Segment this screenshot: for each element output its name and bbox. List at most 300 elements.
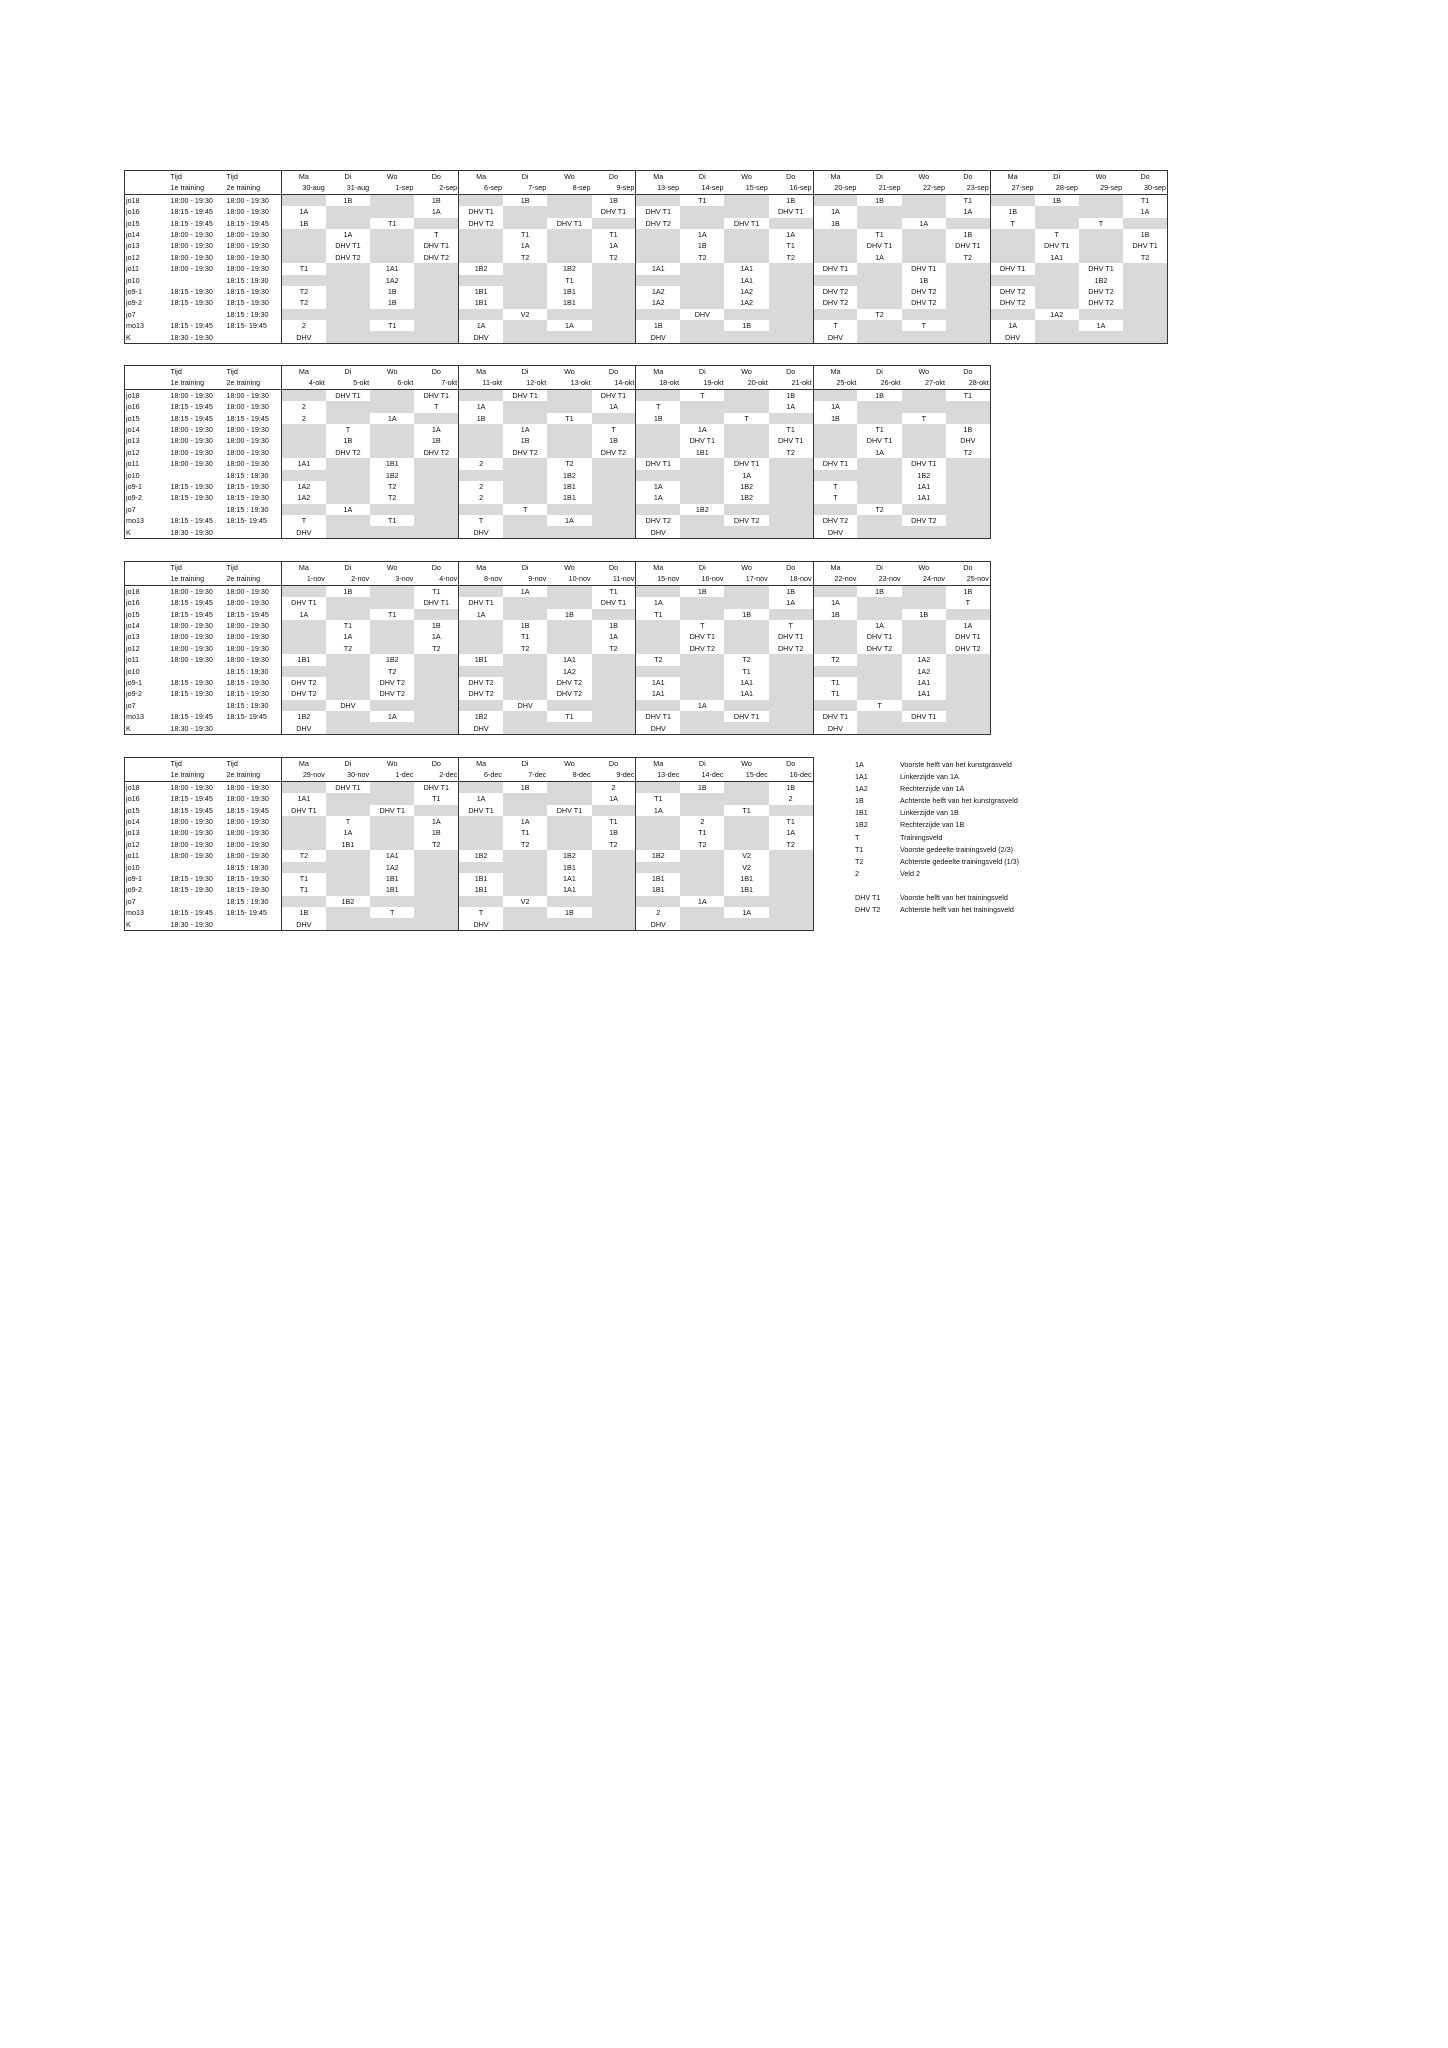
field-cell bbox=[946, 297, 990, 308]
field-cell bbox=[636, 447, 680, 458]
field-cell bbox=[680, 711, 724, 722]
field-cell: DHV T1 bbox=[822, 712, 849, 722]
field-cell: T1 bbox=[875, 425, 884, 435]
field-cell bbox=[592, 263, 636, 274]
field-cell bbox=[769, 413, 813, 424]
date-header: 16-dec bbox=[769, 769, 813, 781]
field-cell bbox=[680, 470, 724, 481]
field-cell bbox=[414, 896, 458, 907]
field-cell bbox=[813, 252, 857, 263]
field-cell: DHV bbox=[517, 700, 533, 710]
field-cell: DHV T1 bbox=[379, 805, 405, 815]
field-cell: T bbox=[946, 597, 990, 608]
field-cell: 1B bbox=[831, 609, 840, 619]
field-cell bbox=[326, 873, 370, 884]
field-cell bbox=[503, 275, 547, 286]
field-cell: DHV T1 bbox=[556, 218, 583, 228]
field-cell: T1 bbox=[946, 194, 990, 206]
date-header: 22-sep bbox=[902, 182, 946, 194]
legend-row bbox=[855, 844, 1019, 856]
field-cell: T bbox=[877, 700, 882, 710]
field-cell bbox=[282, 896, 326, 907]
field-cell: 1B1 bbox=[740, 874, 754, 883]
field-cell: 1A bbox=[476, 402, 486, 412]
field-cell bbox=[902, 401, 946, 412]
team-name: jo9-2 bbox=[126, 298, 142, 308]
field-cell: 1A1 bbox=[563, 874, 576, 883]
field-cell bbox=[326, 297, 370, 308]
team-name: mo13 bbox=[126, 321, 144, 331]
field-cell bbox=[1035, 320, 1079, 331]
field-cell: DHV T1 bbox=[1123, 240, 1167, 251]
header-row-days bbox=[125, 171, 1168, 183]
field-cell bbox=[414, 320, 458, 331]
field-cell: T1 bbox=[388, 609, 397, 619]
field-cell: 1B1 bbox=[563, 482, 576, 491]
field-cell: 1A2 bbox=[385, 862, 399, 872]
field-cell bbox=[503, 862, 547, 873]
field-cell bbox=[592, 677, 636, 688]
field-cell bbox=[680, 597, 724, 608]
field-cell bbox=[282, 447, 326, 458]
field-cell: DHV T1 bbox=[866, 241, 893, 251]
field-cell: DHV T2 bbox=[999, 298, 1026, 308]
field-cell bbox=[680, 320, 724, 331]
team-header bbox=[125, 171, 170, 183]
second-training-time: 18:15 - 19:45 bbox=[226, 805, 282, 816]
second-training-time: 18:15 - 19:30 bbox=[226, 481, 282, 492]
day-name: Di bbox=[521, 563, 529, 573]
field-cell: DHV bbox=[827, 332, 844, 342]
date-header: 9-dec bbox=[592, 769, 636, 781]
second-training-time bbox=[226, 331, 282, 343]
field-cell: DHV T2 bbox=[291, 678, 317, 687]
field-cell: 1B2 bbox=[740, 482, 754, 491]
field-cell: DHV bbox=[473, 332, 489, 342]
field-cell: T1 bbox=[698, 828, 707, 838]
day-name: Ma bbox=[476, 563, 487, 573]
field-cell: DHV bbox=[650, 919, 666, 929]
field-cell bbox=[326, 805, 370, 816]
team-name: jo11 bbox=[126, 459, 140, 469]
field-cell: T2 bbox=[592, 252, 636, 263]
field-cell: T1 bbox=[769, 424, 813, 435]
first-training-time: 18:15 - 19:30 bbox=[170, 493, 213, 503]
field-cell bbox=[769, 918, 813, 930]
field-cell bbox=[724, 839, 768, 850]
field-cell bbox=[503, 481, 547, 492]
field-cell bbox=[680, 218, 724, 229]
schedule-block-2 bbox=[124, 365, 991, 539]
field-cell bbox=[326, 907, 370, 918]
team-name: K bbox=[126, 723, 131, 733]
field-cell bbox=[680, 907, 724, 918]
field-cell: DHV T1 bbox=[733, 459, 760, 469]
field-cell bbox=[370, 585, 414, 597]
field-cell: 1A bbox=[414, 206, 458, 217]
field-cell: 1B1 bbox=[740, 885, 754, 895]
field-cell: DHV T1 bbox=[468, 805, 494, 815]
team-name: jo7 bbox=[126, 700, 136, 710]
field-cell bbox=[547, 620, 591, 631]
date-header: 1-sep bbox=[370, 182, 414, 194]
day-name: Wo bbox=[741, 759, 752, 769]
field-cell bbox=[946, 470, 990, 481]
field-cell bbox=[414, 275, 458, 286]
team-name: jo11 bbox=[126, 264, 140, 274]
field-cell bbox=[813, 309, 857, 320]
field-cell bbox=[769, 286, 813, 297]
field-cell bbox=[326, 597, 370, 608]
time-header-1: Tijd bbox=[170, 172, 182, 182]
team-row-jo13 bbox=[125, 435, 991, 446]
field-cell bbox=[592, 918, 636, 930]
day-name: Do bbox=[946, 366, 990, 378]
field-cell bbox=[370, 309, 414, 320]
field-cell bbox=[680, 515, 724, 526]
field-cell bbox=[547, 585, 591, 597]
field-cell: T1 bbox=[769, 816, 813, 827]
field-cell: T1 bbox=[388, 218, 397, 228]
field-cell bbox=[724, 206, 768, 217]
field-cell bbox=[857, 688, 901, 699]
field-cell: T2 bbox=[565, 459, 574, 469]
second-training-time: 18:15 - 19:30 bbox=[226, 286, 282, 297]
field-cell bbox=[326, 850, 370, 861]
second-training-time bbox=[226, 526, 282, 538]
field-cell bbox=[459, 424, 503, 435]
field-cell bbox=[769, 458, 813, 469]
field-cell: T2 bbox=[654, 655, 663, 665]
date-header: 8-nov bbox=[459, 573, 503, 585]
field-cell: 1B bbox=[414, 194, 458, 206]
legend-row bbox=[855, 759, 1019, 771]
legend-row bbox=[855, 832, 1019, 844]
day-name: Do bbox=[414, 366, 458, 378]
day-name: Di bbox=[1053, 172, 1061, 182]
team-name: jo10 bbox=[126, 470, 140, 480]
field-cell bbox=[1035, 297, 1079, 308]
date-header: 31-aug bbox=[326, 182, 370, 194]
field-cell: DHV T1 bbox=[946, 240, 990, 251]
field-cell bbox=[282, 309, 326, 320]
team-row-mo13 bbox=[125, 515, 991, 526]
field-cell: T bbox=[656, 402, 661, 412]
field-cell: 1A1 bbox=[740, 689, 754, 699]
first-training-time bbox=[170, 309, 226, 320]
field-cell: DHV bbox=[946, 435, 990, 446]
second-training-time: 18:00 - 19:30 bbox=[226, 401, 282, 412]
field-cell bbox=[724, 194, 768, 206]
field-cell: 1A bbox=[343, 504, 353, 514]
first-training-time: 18:00 - 19:30 bbox=[170, 459, 213, 469]
field-cell bbox=[857, 275, 901, 286]
field-cell: 1A1 bbox=[917, 482, 931, 491]
field-cell bbox=[769, 666, 813, 677]
day-name: Wo bbox=[918, 367, 930, 377]
field-cell bbox=[813, 275, 857, 286]
field-cell: T bbox=[301, 516, 307, 526]
field-cell bbox=[636, 424, 680, 435]
field-cell bbox=[459, 816, 503, 827]
field-cell: 1A bbox=[946, 620, 990, 631]
field-cell: 1B1 bbox=[563, 298, 576, 308]
field-cell bbox=[370, 896, 414, 907]
day-name: Wo bbox=[564, 367, 575, 377]
field-cell: T bbox=[592, 424, 636, 435]
field-cell: DHV T1 bbox=[645, 207, 671, 217]
date-header: 29-sep bbox=[1079, 182, 1123, 194]
day-name: Di bbox=[698, 759, 706, 769]
field-cell: DHV bbox=[650, 332, 666, 342]
field-cell bbox=[370, 700, 414, 711]
field-cell bbox=[946, 401, 990, 412]
day-name: Ma bbox=[653, 759, 664, 769]
team-row-jo9-1 bbox=[125, 481, 991, 492]
field-cell bbox=[680, 206, 724, 217]
field-cell bbox=[592, 609, 636, 620]
field-cell: DHV bbox=[1005, 332, 1021, 342]
field-cell bbox=[459, 470, 503, 481]
field-cell bbox=[592, 286, 636, 297]
field-cell: T bbox=[833, 482, 838, 491]
field-cell: 1A bbox=[697, 700, 707, 710]
schedule-block-4 bbox=[124, 757, 814, 931]
field-cell: T bbox=[390, 908, 395, 918]
field-cell bbox=[857, 711, 901, 722]
day-name: Ma bbox=[653, 367, 664, 377]
field-cell bbox=[459, 229, 503, 240]
field-cell bbox=[636, 275, 680, 286]
field-cell bbox=[724, 620, 768, 631]
field-cell bbox=[990, 194, 1034, 206]
field-cell bbox=[946, 275, 990, 286]
field-cell: DHV bbox=[827, 527, 844, 537]
field-cell bbox=[680, 331, 724, 343]
field-cell bbox=[724, 643, 768, 654]
field-cell bbox=[592, 458, 636, 469]
field-cell bbox=[414, 458, 458, 469]
first-training-time: 18:00 - 19:30 bbox=[170, 425, 213, 435]
legend-row bbox=[855, 807, 1019, 819]
date-header: 7-dec bbox=[503, 769, 547, 781]
field-cell bbox=[1079, 229, 1123, 240]
field-cell bbox=[414, 515, 458, 526]
legend-row bbox=[855, 783, 1019, 795]
field-cell: 1B2 bbox=[563, 470, 576, 480]
second-training-header: 2e training bbox=[226, 769, 282, 781]
date-header: 15-sep bbox=[724, 182, 768, 194]
field-cell bbox=[769, 526, 813, 538]
field-cell bbox=[592, 309, 636, 320]
first-training-time: 18:15 - 19:45 bbox=[170, 321, 213, 331]
field-cell bbox=[282, 240, 326, 251]
field-cell: 1B bbox=[653, 321, 663, 331]
field-cell: DHV T1 bbox=[645, 459, 671, 469]
field-cell: DHV T2 bbox=[911, 298, 937, 308]
field-cell: 1A bbox=[343, 632, 353, 642]
day-name: Di bbox=[344, 563, 352, 573]
field-cell: 1A bbox=[414, 631, 458, 642]
field-cell bbox=[813, 470, 857, 481]
field-cell: 1B bbox=[565, 609, 574, 619]
field-cell: T2 bbox=[698, 252, 707, 262]
first-training-time: 18:30 - 19:30 bbox=[170, 919, 213, 929]
team-name: jo16 bbox=[126, 402, 140, 412]
field-cell: 1A bbox=[653, 805, 663, 815]
field-cell bbox=[857, 206, 901, 217]
field-cell: T1 bbox=[565, 275, 574, 285]
field-cell bbox=[282, 194, 326, 206]
field-cell: DHV T2 bbox=[556, 678, 583, 687]
second-training-header: 2e training bbox=[226, 573, 282, 585]
field-cell bbox=[414, 263, 458, 274]
field-cell bbox=[990, 309, 1034, 320]
field-cell: 1B1 bbox=[341, 839, 355, 849]
team-row-jo18 bbox=[125, 781, 814, 793]
date-header: 25-okt bbox=[813, 377, 857, 389]
field-cell: 1A1 bbox=[297, 794, 311, 804]
field-cell: 1A1 bbox=[740, 275, 754, 285]
legend-code: 1A2 bbox=[855, 784, 868, 794]
field-cell bbox=[592, 896, 636, 907]
legend-description: Voorste helft van het trainingsveld bbox=[900, 893, 1008, 903]
team-name: jo13 bbox=[126, 436, 140, 446]
field-cell bbox=[857, 286, 901, 297]
time-header-1: Tijd bbox=[170, 759, 182, 769]
field-cell: DHV bbox=[650, 723, 666, 733]
field-cell: 1B bbox=[520, 436, 530, 446]
field-cell bbox=[503, 286, 547, 297]
day-name: Di bbox=[698, 563, 706, 573]
team-name: K bbox=[126, 919, 131, 929]
first-training-time: 18:00 - 19:30 bbox=[170, 655, 213, 665]
field-cell: T bbox=[414, 401, 458, 412]
field-cell bbox=[946, 218, 990, 229]
field-cell bbox=[414, 609, 458, 620]
field-cell: 2 bbox=[479, 459, 484, 469]
date-header: 4-nov bbox=[414, 573, 458, 585]
field-cell bbox=[547, 229, 591, 240]
field-cell bbox=[813, 666, 857, 677]
legend-description: Voorste helft van het kunstgrasveld bbox=[900, 760, 1012, 769]
team-name: mo13 bbox=[126, 712, 144, 722]
second-training-time: 18:00 - 19:30 bbox=[226, 424, 282, 435]
field-cell bbox=[503, 413, 547, 424]
day-name: Ma bbox=[1007, 172, 1018, 182]
date-header: 13-dec bbox=[636, 769, 680, 781]
field-cell: 1B bbox=[520, 621, 530, 631]
legend-description: Trainingsveld bbox=[900, 832, 943, 842]
field-cell bbox=[813, 424, 857, 435]
field-cell bbox=[769, 873, 813, 884]
field-cell bbox=[946, 458, 990, 469]
field-cell: 1B2 bbox=[695, 504, 709, 514]
date-header: 13-sep bbox=[636, 182, 680, 194]
field-cell: 1B1 bbox=[474, 885, 488, 895]
field-cell: T1 bbox=[299, 885, 309, 895]
field-cell bbox=[902, 435, 946, 446]
second-training-time: 18:00 - 19:30 bbox=[226, 631, 282, 642]
field-cell: DHV bbox=[473, 527, 489, 537]
first-training-time: 18:15 - 19:30 bbox=[170, 678, 213, 687]
field-cell: V2 bbox=[520, 896, 530, 906]
first-training-time bbox=[170, 700, 226, 711]
field-cell: 1B bbox=[343, 195, 353, 205]
field-cell bbox=[370, 781, 414, 793]
field-cell bbox=[857, 492, 901, 503]
field-cell: T2 bbox=[520, 252, 530, 262]
field-cell bbox=[636, 839, 680, 850]
team-name: jo16 bbox=[126, 598, 140, 608]
team-header bbox=[125, 366, 170, 378]
team-name: jo12 bbox=[126, 839, 140, 849]
field-cell bbox=[769, 805, 813, 816]
field-cell: 1B bbox=[697, 586, 707, 596]
field-cell: DHV T1 bbox=[335, 241, 361, 251]
team-row-jo12 bbox=[125, 839, 814, 850]
field-cell bbox=[414, 805, 458, 816]
field-cell bbox=[282, 435, 326, 446]
field-cell bbox=[414, 711, 458, 722]
field-cell bbox=[680, 458, 724, 469]
team-name: jo7 bbox=[126, 896, 136, 906]
field-cell bbox=[503, 515, 547, 526]
field-cell bbox=[370, 839, 414, 850]
date-header: 14-dec bbox=[680, 769, 724, 781]
field-cell: DHV T2 bbox=[946, 643, 990, 654]
field-cell bbox=[769, 263, 813, 274]
date-header: 8-sep bbox=[547, 182, 591, 194]
field-cell bbox=[857, 218, 901, 229]
field-cell bbox=[592, 666, 636, 677]
field-cell bbox=[282, 275, 326, 286]
field-cell: T bbox=[700, 621, 705, 631]
field-cell bbox=[547, 309, 591, 320]
field-cell: T1 bbox=[592, 229, 636, 240]
field-cell: 1A2 bbox=[1050, 309, 1064, 319]
field-cell bbox=[946, 309, 990, 320]
field-cell: 2 bbox=[592, 781, 636, 793]
schedule-block-3 bbox=[124, 561, 991, 735]
first-training-time: 18:15 - 19:45 bbox=[170, 598, 213, 608]
team-name: jo14 bbox=[126, 230, 140, 240]
field-cell: T2 bbox=[875, 309, 884, 319]
first-training-time: 18:00 - 19:30 bbox=[170, 782, 213, 792]
field-cell bbox=[503, 597, 547, 608]
field-cell bbox=[946, 481, 990, 492]
field-cell bbox=[326, 263, 370, 274]
date-header: 20-okt bbox=[724, 377, 768, 389]
field-cell: DHV bbox=[473, 723, 489, 733]
field-cell bbox=[946, 526, 990, 538]
field-cell: T2 bbox=[299, 298, 309, 308]
field-cell bbox=[282, 252, 326, 263]
team-name: jo9-1 bbox=[126, 287, 142, 296]
field-cell bbox=[724, 309, 768, 320]
field-cell: DHV T1 bbox=[999, 264, 1026, 274]
field-cell: DHV bbox=[827, 723, 844, 733]
field-cell bbox=[370, 620, 414, 631]
second-training-time: 18:00 - 19:30 bbox=[226, 827, 282, 838]
field-cell bbox=[680, 688, 724, 699]
field-cell bbox=[1035, 218, 1079, 229]
day-name: Wo bbox=[918, 172, 930, 182]
date-header: 2-sep bbox=[414, 182, 458, 194]
date-header: 23-sep bbox=[946, 182, 990, 194]
field-cell: DHV bbox=[650, 527, 666, 537]
field-cell: DHV T2 bbox=[645, 218, 671, 228]
